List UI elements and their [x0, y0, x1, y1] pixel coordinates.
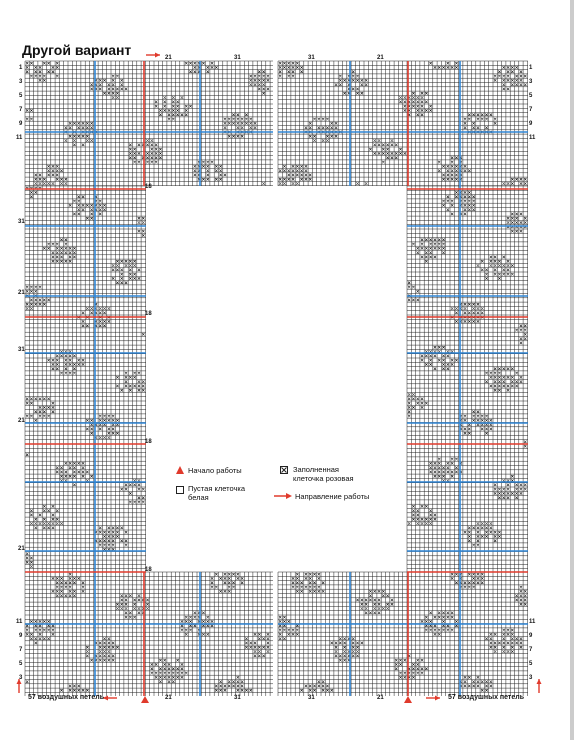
column-number: 31 [308, 695, 315, 701]
filled-cell-icon [280, 466, 288, 474]
chart-panel [407, 186, 528, 572]
empty-cell-icon [176, 486, 184, 494]
row-number: 7 [19, 647, 23, 653]
column-number: 21 [165, 55, 172, 61]
row-number: 1 [19, 65, 23, 71]
side-marker: 18 [145, 439, 152, 445]
row-number: 7 [19, 107, 23, 113]
row-number: 5 [529, 93, 533, 99]
side-marker: 18 [145, 184, 152, 190]
row-number: 11 [529, 619, 536, 625]
side-marker: 18 [145, 567, 152, 573]
direction-arrow-right-icon-head [537, 679, 542, 684]
row-number: 11 [16, 135, 23, 141]
direction-arrow-top-icon-head [155, 53, 160, 58]
side-marker: 21 [18, 546, 25, 552]
start-triangle-icon [404, 696, 412, 703]
side-marker: 21 [18, 418, 25, 424]
legend-empty-cell: Пустая клеточка белая [188, 484, 246, 502]
row-number: 9 [529, 633, 533, 639]
chart-panel [25, 572, 273, 696]
chart-panel [25, 61, 273, 186]
bottom-right-label: 57 воздушных петель [448, 694, 525, 701]
start-triangle-icon [141, 696, 149, 703]
bottom-left-label: 57 воздушных петель [28, 694, 105, 701]
legend-start: Начало работы [188, 466, 242, 475]
row-number: 7 [529, 107, 533, 113]
legend-filled-cell: Заполненная клеточка розовая [293, 465, 354, 483]
column-number: 31 [234, 695, 241, 701]
row-number: 7 [529, 647, 533, 653]
direction-arrow-icon [274, 492, 292, 500]
side-marker: 31 [18, 219, 25, 225]
row-number: 9 [19, 633, 23, 639]
row-number: 5 [529, 661, 533, 667]
row-number: 9 [529, 121, 533, 127]
side-marker: 21 [18, 290, 25, 296]
legend-direction: Направление работы [295, 492, 370, 501]
row-number: 3 [529, 79, 533, 85]
column-number: 31 [234, 55, 241, 61]
column-number: 21 [165, 695, 172, 701]
chart-panel [278, 572, 528, 696]
direction-arrow-bottom-right-icon-head [435, 696, 440, 701]
row-number: 5 [19, 661, 23, 667]
row-number: 1 [529, 65, 533, 71]
row-number: 9 [19, 121, 23, 127]
row-number: 5 [19, 93, 23, 99]
page-title: Другой вариант [22, 42, 132, 58]
row-number: 3 [529, 675, 533, 681]
chart-panel [25, 186, 146, 572]
column-number: 31 [308, 55, 315, 61]
chart-panel [278, 61, 528, 186]
row-number: 11 [16, 619, 23, 625]
side-marker: 31 [18, 347, 25, 353]
column-number: 21 [377, 695, 384, 701]
side-marker: 18 [145, 311, 152, 317]
column-number: 21 [377, 55, 384, 61]
start-triangle-icon [176, 466, 184, 474]
row-number: 3 [19, 675, 23, 681]
row-number: 11 [529, 135, 536, 141]
row-number: 3 [19, 79, 23, 85]
